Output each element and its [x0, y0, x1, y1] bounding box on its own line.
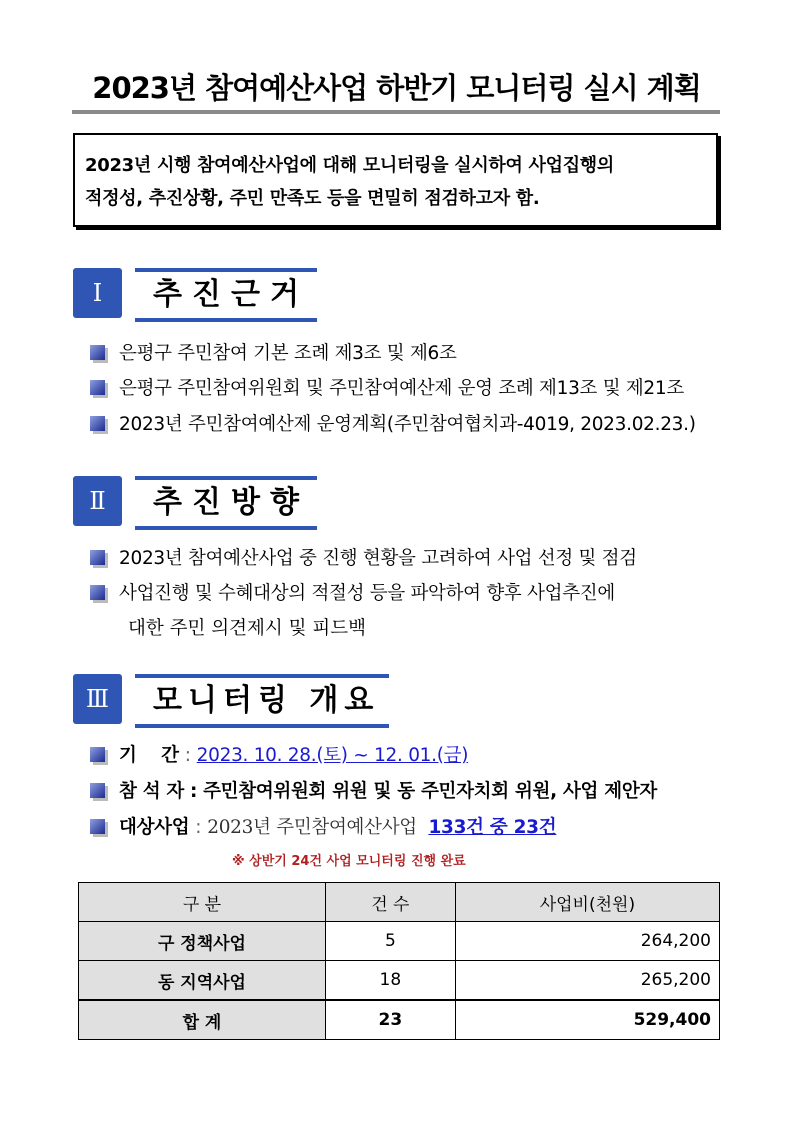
section-title: 추진근거	[135, 268, 317, 322]
row-label: 동 지역사업	[79, 961, 326, 1001]
attendees-label: 참 석 자	[119, 781, 184, 802]
table-row	[79, 961, 720, 1001]
attendees-item: 참 석 자 : 주민참여위원회 위원 및 동 주민자치회 위원, 사업 제안자	[90, 777, 657, 803]
page-title: 2023년 참여예산사업 하반기 모니터링 실시 계획	[92, 71, 701, 105]
target-value: 2023년 주민참여예산사업	[207, 817, 417, 838]
count-cell: 5	[325, 922, 455, 961]
header-cell: 사업비(천원)	[455, 883, 719, 922]
header-cell: 건 수	[325, 883, 455, 922]
item-text: 은평구 주민참여 기본 조례 제3조 및 제6조	[119, 343, 457, 364]
budget-table	[78, 882, 720, 1040]
attendees-value: 주민참여위원회 위원 및 동 주민자치회 위원, 사업 제안자	[203, 781, 657, 802]
row-label: 합 계	[79, 1000, 326, 1040]
list-item	[90, 339, 457, 365]
target-count: 133건 중 23건	[428, 817, 557, 838]
header-cell: 구 분	[79, 883, 326, 922]
section-number: Ⅲ	[73, 674, 122, 724]
square-bullet-icon	[90, 345, 105, 360]
target-item: 대상사업 : 2023년 주민참여예산사업 133건 중 23건	[90, 813, 556, 839]
square-bullet-icon	[90, 585, 105, 600]
square-bullet-icon	[90, 747, 105, 762]
target-label: 대상사업	[119, 817, 190, 838]
summary-box	[73, 133, 718, 227]
square-bullet-icon	[90, 819, 105, 834]
budget-cell: 265,200	[455, 961, 719, 1001]
table-row	[79, 922, 720, 961]
square-bullet-icon	[90, 380, 105, 395]
section-title: 모니터링 개요	[135, 674, 389, 728]
item-text: 2023년 참여예산사업 중 진행 현황을 고려하여 사업 선정 및 점검	[119, 548, 637, 569]
title-divider	[72, 110, 720, 114]
item-continuation: 대한 주민 의견제시 및 피드백	[128, 618, 366, 639]
item-text: 2023년 주민참여예산제 운영계획(주민참여협치과-4019, 2023.02.23.)	[119, 414, 696, 435]
section-title: 추진방향	[135, 476, 317, 530]
table-header-row	[79, 883, 720, 922]
count-cell: 18	[325, 961, 455, 1001]
section-number: Ⅱ	[73, 476, 122, 526]
summary-line: 적정성, 추진상황, 주민 만족도 등을 면밀히 점검하고자 함.	[85, 188, 540, 209]
item-text: 사업진행 및 수혜대상의 적절성 등을 파악하여 향후 사업추진에	[119, 583, 615, 604]
list-item	[90, 374, 684, 400]
square-bullet-icon	[90, 416, 105, 431]
period-value: 2023. 10. 28.(토) ~ 12. 01.(금)	[196, 745, 469, 766]
item-text: 은평구 주민참여위원회 및 주민참여예산제 운영 조례 제13조 및 제21조	[119, 378, 684, 399]
summary-line: 2023년 시행 참여예산사업에 대해 모니터링을 실시하여 사업집행의	[85, 155, 614, 176]
list-item	[90, 410, 696, 436]
budget-cell: 529,400	[455, 1000, 719, 1040]
count-cell: 23	[325, 1000, 455, 1040]
row-label: 구 정책사업	[79, 922, 326, 961]
total-row	[79, 1000, 720, 1040]
budget-cell: 264,200	[455, 922, 719, 961]
list-item	[90, 544, 637, 570]
note: ※ 상반기 24건 사업 모니터링 진행 완료	[232, 854, 466, 869]
square-bullet-icon	[90, 550, 105, 565]
period-item: 기 간 : 2023. 10. 28.(토) ~ 12. 01.(금)	[90, 741, 468, 767]
list-item	[90, 579, 615, 605]
section-number: Ⅰ	[73, 268, 122, 318]
period-label: 기 간	[119, 745, 179, 766]
square-bullet-icon	[90, 783, 105, 798]
